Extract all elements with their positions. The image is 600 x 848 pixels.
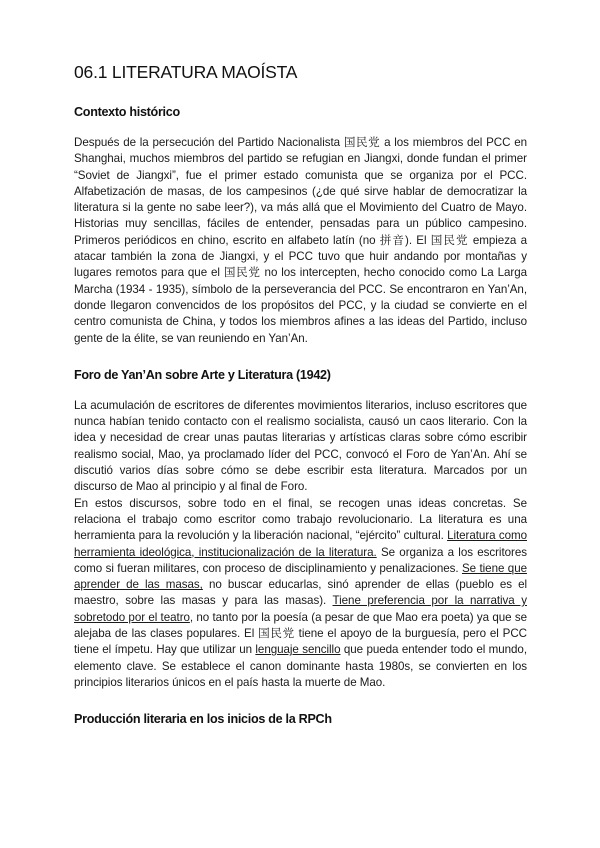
document-page [74,62,527,742]
context-paragraph: Después de la persecución del Partido Nacionalista 国民党 a los miembros del PCC en Shanghai, muchos miembros del partido se refugian en Jiangxi, donde fundan el primer “Soviet de Jiangxi”, fue el primer estado comunista que se organiza por el PCC. Alfabetización de masas, de los campesinos (¿de qué sirve hablar de democratizar la literatura si la gente no sabe leer?), va más allá que el Movimiento del Cuatro de Mayo. Historias muy sencillas, fáciles de entender, pensadas para un público campesino. Primeros periódicos en chino, escrito en alfabeto latín (no 拼音). El 国民党 empieza a atacar también la zona de Jiangxi, y el PCC tuvo que huir andando por montañas y lugares remotos para que el 国民党 no los intercepten, hecho conocido como La Larga Marcha (1934 - 1935), símbolo de la perseverancia del PCC. Se encontraron en Yan’An, donde llegaron convencidos de los propósitos del PCC, y la ciudad se convierte en el centro comunista de China, y todos los miembros afines a las ideas del Partido, incluso gente de la élite, se van reuniendo en Yan’An. [74,136,527,345]
section-heading-context: Contexto histórico [74,105,180,119]
text-run: En estos discursos, sobre todo en el final, se recogen unas ideas concretas. Se relaciona el trabajo como escritor como trabajo revolucionario. La literatura es una herramienta para la revolución y la liberación nacional, “ejército” cultural. [74,496,527,543]
text-run: , no tanto por la poesía (a pesar de que Mao era poeta) ya que se alejaba de las clases populares. El 国民党 tiene el apoyo de la burguesía, pero el PCC tiene el ímpetu. Hay que utilizar un [74,610,527,657]
forum-paragraph-2 [74,496,527,692]
underlined-phrase: Literatura como herramienta ideológica, institucionalización de la literatura. [74,529,527,559]
underlined-phrase: Tiene preferencia por la narrativa y sobretodo por el teatro [74,594,527,624]
underlined-phrase: lenguaje sencillo [255,643,341,657]
underlined-phrase: Se tiene que aprender de las masas, [74,561,527,592]
text-run: no buscar educarlas, sinó aprender de ellas (pueblo es el maestro, sobre las masas y para las masas). [74,578,528,608]
page-title: 06.1 LITERATURA MAOÍSTA [74,62,298,82]
forum-paragraph-1: La acumulación de escritores de diferentes movimientos literarios, incluso escritores que nunca habían tenido contacto con el realismo socialista, causó un caos literario. Con la idea y necesidad de crear unas pautas literarias y artísticas claras sobre cómo escribir realismo social, Mao, ya proclamado líder del PCC, convocó el Foro de Yan’An. Ahí se discutió varios días sobre cómo se debe escribir esta literatura. Marcados por un discurso de Mao al principio y al final de Foro. [74,398,527,494]
text-run: que pueda entender todo el mundo, elemento clave. Se establece el canon dominante hasta 1980s, se convierten en los principios literarios únicos en el país hasta la muerte de Mao. [74,643,528,689]
text-run: Se organiza a los escritores como si fueran militares, con proceso de disciplinamiento y penalizaciones. [74,545,527,575]
section-heading-forum: Foro de Yan’An sobre Arte y Literatura (1942) [74,367,331,382]
section-heading-production: Producción literaria en los inicios de la RPCh [74,712,332,727]
